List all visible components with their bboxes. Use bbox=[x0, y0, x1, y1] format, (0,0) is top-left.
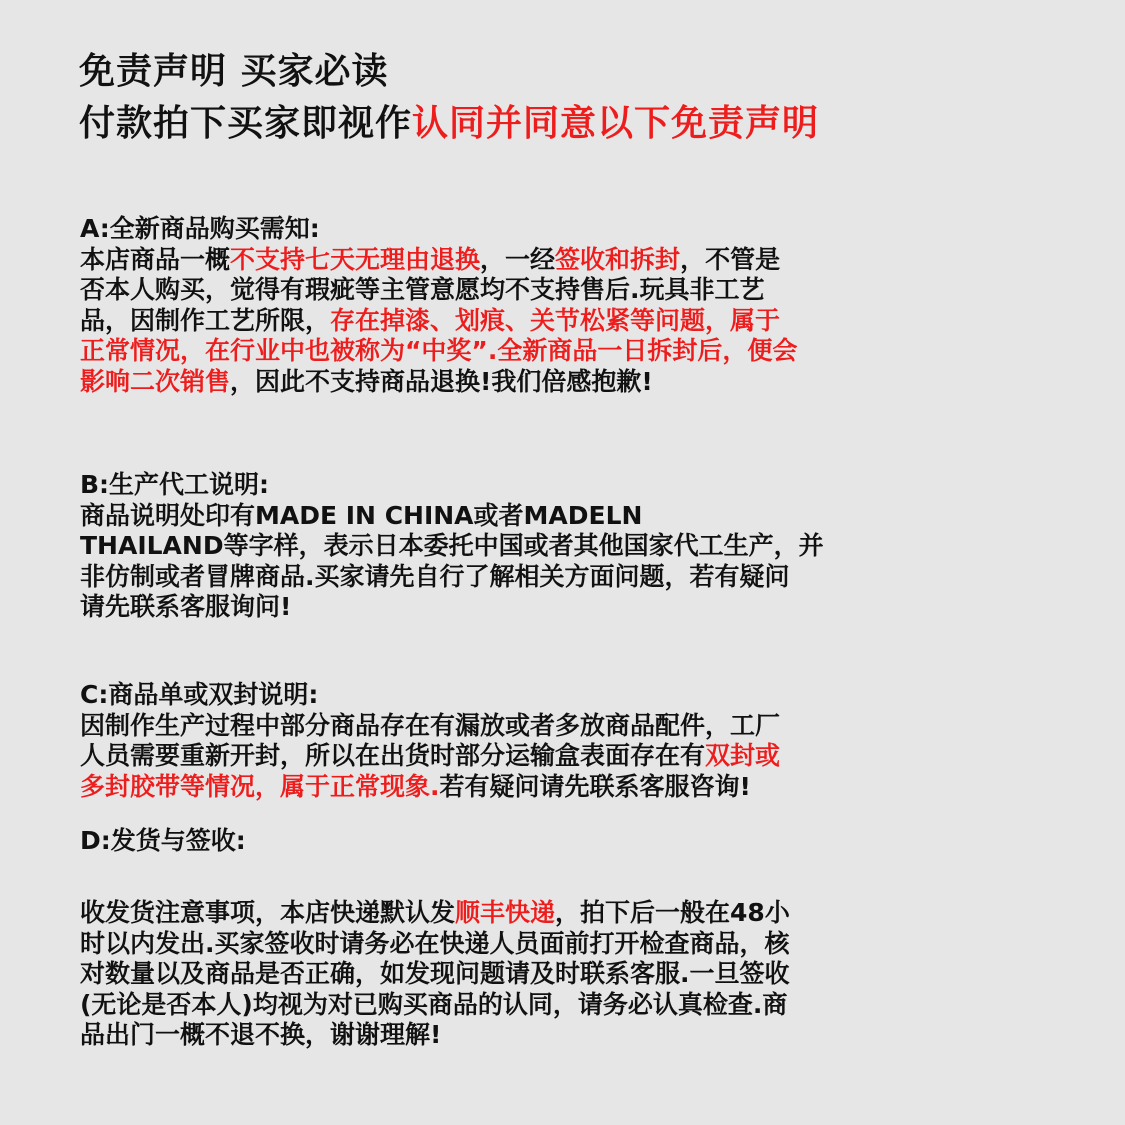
text-line bbox=[80, 501, 1090, 532]
body-text: 对数量以及商品是否正确，如发现问题请及时联系客服.一旦签收 bbox=[80, 959, 790, 988]
body-text: 否本人购买，觉得有瑕疵等主管意愿均不支持售后.玩具非工艺 bbox=[80, 275, 765, 304]
text-line bbox=[80, 990, 1090, 1021]
body-text: 人员需要重新开封，所以在出货时部分运输盒表面存在有 bbox=[80, 741, 706, 770]
body-text: ，因此不支持商品退换!我们倍感抱歉! bbox=[230, 366, 653, 396]
text-line bbox=[80, 592, 1090, 623]
body-text: 品出门一概不退不换，谢谢理解! bbox=[80, 1020, 442, 1049]
section-c bbox=[80, 680, 1090, 802]
title-text: 免责声明 买家必读 bbox=[79, 51, 389, 92]
section-a-heading: A:全新商品购买需知: bbox=[80, 214, 320, 243]
title-text-red: 认同并同意以下免责声明 bbox=[412, 103, 820, 144]
highlight-text: 正常情况，在行业中也被称为“中奖”.全新商品一日拆封后，便会 bbox=[80, 336, 798, 365]
text-line bbox=[80, 367, 1090, 398]
section-d-body bbox=[80, 898, 1090, 1051]
body-text: 非仿制或者冒牌商品.买家请先自行了解相关方面问题，若有疑问 bbox=[80, 561, 790, 591]
body-text: THAILAND等字样，表示日本委托中国或者其他国家代工生产，并 bbox=[80, 531, 824, 560]
body-text: ，一经 bbox=[480, 244, 556, 274]
text-line bbox=[80, 306, 1090, 337]
text-line bbox=[80, 959, 1090, 990]
section-b-heading: B:生产代工说明: bbox=[80, 470, 270, 499]
text-line bbox=[80, 531, 1090, 562]
text-line bbox=[80, 741, 1090, 772]
section-a-body bbox=[80, 245, 1090, 398]
text-line bbox=[80, 275, 1090, 306]
highlight-text: 双封或 bbox=[705, 741, 781, 770]
section-a bbox=[80, 214, 1090, 397]
body-text: 收发货注意事项，本店快递默认发 bbox=[80, 898, 456, 927]
body-text: (无论是否本人)均视为对已购买商品的认同，请务必认真检查.商 bbox=[80, 989, 788, 1019]
title-line-1 bbox=[79, 50, 389, 94]
text-line bbox=[80, 711, 1090, 742]
body-text: 品，因制作工艺所限， bbox=[80, 305, 331, 335]
section-c-heading: C:商品单或双封说明: bbox=[80, 680, 319, 709]
text-line bbox=[80, 898, 1090, 929]
body-text: 商品说明处印有MADE IN CHINA或者MADELN bbox=[80, 500, 643, 530]
section-d-text bbox=[80, 898, 1090, 1051]
body-text: 因制作生产过程中部分商品存在有漏放或者多放商品配件，工厂 bbox=[80, 710, 781, 740]
title-text-black: 付款拍下买家即视作 bbox=[79, 103, 413, 144]
text-line bbox=[80, 336, 1090, 367]
text-line bbox=[80, 1020, 1090, 1051]
body-text: 请先联系客服询问! bbox=[80, 592, 292, 621]
text-line bbox=[80, 929, 1090, 960]
text-line bbox=[80, 562, 1090, 593]
highlight-text: 不支持七天无理由退换 bbox=[230, 244, 481, 274]
body-text: ，不管是 bbox=[680, 244, 781, 274]
body-text: ，拍下后一般在48小 bbox=[555, 898, 790, 927]
highlight-text: 签收和拆封 bbox=[555, 244, 681, 274]
section-d-heading: D:发货与签收: bbox=[80, 826, 246, 855]
section-b-body bbox=[80, 501, 1090, 623]
body-text: 本店商品一概 bbox=[80, 244, 231, 274]
highlight-text: 顺丰快递 bbox=[455, 898, 556, 927]
section-d bbox=[80, 826, 1090, 857]
highlight-text: 多封胶带等情况，属于正常现象. bbox=[80, 771, 440, 801]
text-line bbox=[80, 772, 1090, 803]
section-b bbox=[80, 470, 1090, 623]
body-text: 若有疑问请先联系客服咨询! bbox=[439, 771, 751, 801]
highlight-text: 影响二次销售 bbox=[80, 366, 231, 396]
title-line-2 bbox=[79, 102, 819, 146]
text-line bbox=[80, 245, 1090, 276]
body-text: 时以内发出.买家签收时请务必在快递人员面前打开检查商品，核 bbox=[80, 928, 790, 958]
section-c-body bbox=[80, 711, 1090, 803]
highlight-text: 存在掉漆、划痕、关节松紧等问题，属于 bbox=[330, 305, 781, 335]
